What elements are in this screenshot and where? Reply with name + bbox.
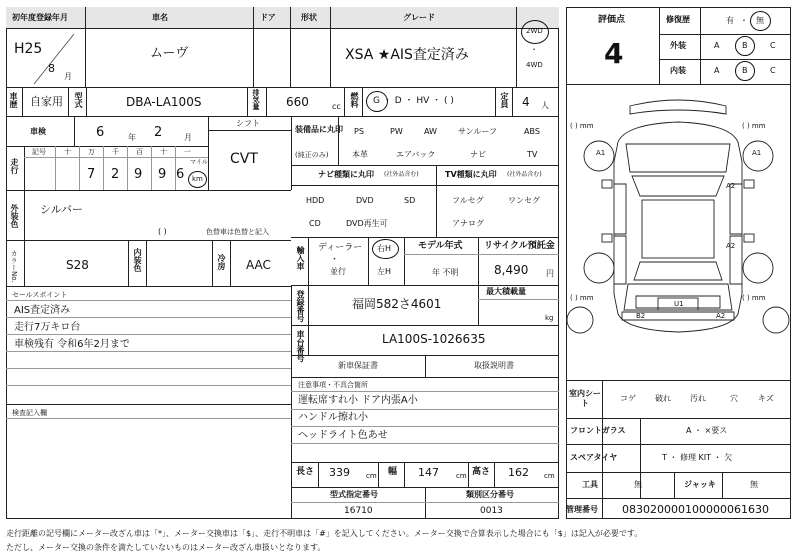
length-label: 長さ [296,467,315,477]
equip-leather[interactable]: 本革 [352,150,368,159]
tv-fullseg[interactable]: フルセグ [452,196,484,205]
svg-text:( ) mm: ( ) mm [742,122,766,130]
model-year-label: モデル年式 [418,241,463,251]
tv-type-note: (社外品含む) [507,171,542,178]
equip-airbag[interactable]: エアバック [396,150,436,159]
digit-label-6: 一 [184,148,191,156]
height-label: 高さ [472,467,491,477]
score-label: 評価点 [598,15,626,25]
navi-type-label: ナビ種類に丸印 [318,170,374,179]
equip-pw[interactable]: PW [390,127,403,136]
equipment-label: 装備品に丸印 [295,125,343,134]
svg-text:( ) mm: ( ) mm [570,294,594,302]
ext-grade-b[interactable]: B [742,41,748,50]
mark-a2-1: A2 [726,182,736,190]
right-hand: 右H [377,244,392,253]
reg-no-value: 福岡582さ4601 [352,297,442,311]
mileage-label: 走行 [10,158,19,174]
header-row [6,7,559,29]
reg-date-slash [30,30,80,86]
grade-label: グレード [403,13,435,22]
color-no-label: カラーNo. [10,250,18,283]
mileage-digit-2: 2 [111,167,120,182]
svg-text:( ) mm: ( ) mm [570,122,594,130]
import-label: 輸入車 [296,246,305,270]
equip-sunroof[interactable]: サンルーフ [458,127,497,136]
sales-point-2: 走行7万キロ台 [14,322,81,333]
displacement-value: 660 [286,95,309,109]
shift-label: シフト [236,119,260,128]
equipment-note: (純正のみ) [295,151,329,159]
mgmt-no-label: 管理番号 [566,505,598,514]
navi-dvd-play[interactable]: DVD再生可 [346,219,388,228]
model-designation-label: 型式指定番号 [330,490,378,499]
mark-a1-right: A1 [752,149,762,157]
seat-label: 室内シート [569,389,601,408]
class-no-value: 0013 [480,506,503,516]
repair-yes[interactable]: 有 [726,16,734,25]
left-hand: 左H [377,267,392,276]
sales-point-label: セールスポイント [12,291,68,299]
length-value: 339 [329,466,350,479]
manual-label[interactable]: 取扱説明書 [474,361,514,370]
equip-tv[interactable]: TV [527,150,538,159]
tv-analog[interactable]: アナログ [452,219,484,228]
usage-value: 自家用 [30,95,63,108]
shape-label: 形状 [301,13,317,22]
mark-u1: U1 [674,300,684,308]
windshield-label: フロントガラス [570,426,626,435]
sales-point-1: AIS査定済み [14,305,71,316]
notes-label: 注意事項・不具合箇所 [298,381,368,389]
grade: XSA ★AIS査定済み [345,47,469,63]
car-name-label: 車名 [152,13,168,22]
car-damage-diagram [566,84,791,380]
insp-year-unit: 年 [128,133,136,142]
insp-month-unit: 月 [184,133,192,142]
displacement-unit: cc [332,102,341,111]
reg-month-unit: 月 [64,72,72,81]
svg-text:( ) mm: ( ) mm [742,294,766,302]
mark-a2-3: A2 [716,312,726,320]
interior-label: 内装 [670,66,686,75]
mileage-digit-3: 9 [134,167,143,182]
mark-b2: B2 [636,312,646,320]
note-2: ハンドル擦れ小 [298,412,368,423]
note-3: ヘッドライト色あせ [298,430,388,441]
int-grade-a[interactable]: A [714,66,720,75]
displacement-label: 排気量 [252,89,260,110]
chassis-label: 車台番号 [296,330,305,362]
navi-hdd[interactable]: HDD [306,196,325,205]
seat-opt-5[interactable]: キズ [758,394,774,403]
digit-label-sign: 記号 [32,148,46,156]
tv-type-label: TV種類に丸印 [445,170,497,179]
drive-4wd: 4WD [526,61,543,69]
mark-a1-left: A1 [596,149,606,157]
digit-label-5: 十 [160,148,167,156]
max-load-label: 最大積載量 [486,287,526,296]
int-grade-b[interactable]: B [742,66,748,75]
color-paren: ( ) [158,227,167,236]
height-unit: cm [544,472,555,480]
recycle-label: リサイクル預託金 [484,241,555,251]
spare-opts[interactable]: T ・ 修理 KIT ・ 欠 [662,453,733,462]
insp-year: 6 [96,125,105,140]
repair-sep: ・ [740,16,748,25]
capacity-value: 4 [522,95,530,109]
recycle-unit: 円 [546,269,554,278]
jack-value: 無 [750,480,758,489]
dealer: ディーラー [318,243,363,253]
seat-opt-4[interactable]: 穴 [730,394,738,403]
height-value: 162 [508,466,529,479]
parallel: 並行 [330,267,346,276]
ext-color-value: シルバー [40,203,83,216]
sales-point-3: 車検残有 令和6年2月まで [14,339,130,350]
drive-dot: ・ [530,45,538,54]
width-value: 147 [418,466,439,479]
max-load-unit: kg [545,314,554,322]
ext-grade-a[interactable]: A [714,41,720,50]
int-color-label: 内装色 [133,248,142,272]
footer-note-1: 走行距離の記号欄にメーター改ざん車は「*」、メーター交換車は「$」、走行不明車は「#」を記入してください。メーター交換で合算表示した場合にも「$」は記入が必要です。 [6,529,643,538]
equip-aw[interactable]: AW [424,127,437,136]
color-no-value: S28 [66,258,89,272]
ac-value: AAC [246,258,271,272]
car-name: ムーヴ [150,46,189,61]
recycle-value: 8,490 [494,263,529,277]
mileage-digit-5: 6 [176,167,185,182]
navi-dvd[interactable]: DVD [356,196,374,205]
footer-note-2: ただし、メーター交換の条件を満たしていないものはメーター改ざん車扱いとなります。 [6,543,326,552]
ext-grade-c[interactable]: C [770,41,776,50]
navi-cd[interactable]: CD [309,219,321,228]
inspection-label: 車検 [30,127,46,136]
length-unit: cm [366,472,377,480]
class-no-label: 類別区分番号 [466,490,514,499]
capacity-unit: 人 [541,101,549,110]
model-designation-value: 16710 [344,506,373,516]
int-grade-c[interactable]: C [770,66,776,75]
repair-no[interactable]: 無 [756,16,764,25]
mgmt-no-value: 083020000100000061630 [622,503,769,516]
score-value: 4 [604,37,624,70]
digit-label-1: 十 [64,148,71,156]
tools-label: 工具 [582,480,598,489]
model-year-value: 年 不明 [432,268,459,277]
mile-label: マイル [190,159,208,166]
chassis-value: LA100S-1026635 [382,332,486,346]
navi-type-note: (社外品含む) [384,171,419,178]
width-unit: cm [456,472,467,480]
equip-abs[interactable]: ABS [524,127,540,136]
color-note: 色替車は色替と記入 [206,228,269,236]
seat-opt-1[interactable]: コゲ [620,394,636,403]
first-reg-label: 初年度登録年月 [12,13,68,22]
digit-label-3: 千 [112,148,119,156]
equip-navi[interactable]: ナビ [470,150,486,159]
door-label: ドア [260,13,276,22]
capacity-label: 定員 [500,92,509,108]
jack-label: ジャッキ [684,480,716,489]
ac-label: 冷房 [217,254,226,270]
digit-label-4: 百 [136,148,143,156]
dealer-dot: ・ [330,255,340,265]
reg-month: 8 [48,62,55,75]
tv-oneseg[interactable]: ワンセグ [508,196,540,205]
reg-no-label: 登録番号 [296,290,305,322]
spare-tire-label: スペアタイヤ [570,453,618,462]
inspector-label: 検査記入欄 [12,409,47,417]
note-1: 運転席すれ小 ドア内張A小 [298,395,418,406]
digit-label-2: 万 [88,148,95,156]
exterior-label: 外装 [670,41,686,50]
fuel-label: 燃料 [350,92,359,108]
shift-value: CVT [230,151,258,167]
repair-history-label: 修復歴 [666,15,690,24]
reg-era: H25 [14,41,43,57]
seat-opt-2[interactable]: 破れ [655,394,671,403]
width-label: 幅 [388,467,398,477]
mark-a2-2: A2 [726,242,736,250]
tools-value: 無 [634,480,642,489]
ext-color-label: 外装色 [10,204,19,228]
navi-sd[interactable]: SD [404,196,416,205]
warranty-label[interactable]: 新車保証書 [338,361,378,370]
windshield-opts[interactable]: A ・ ×要ス [686,426,728,435]
fuel-options: G ・ D ・ HV ・ ( ) [373,96,454,106]
equip-ps[interactable]: PS [354,127,364,136]
insp-month: 2 [154,125,163,140]
usage-label: 車歴 [9,92,18,108]
drive-2wd: 2WD [526,27,543,35]
mileage-digit-4: 9 [158,167,167,182]
model-label: 型式 [74,92,83,108]
km-label: km [192,175,203,183]
model-value: DBA-LA100S [126,95,202,109]
seat-opt-3[interactable]: 汚れ [690,394,706,403]
mileage-digit-1: 7 [87,167,96,182]
